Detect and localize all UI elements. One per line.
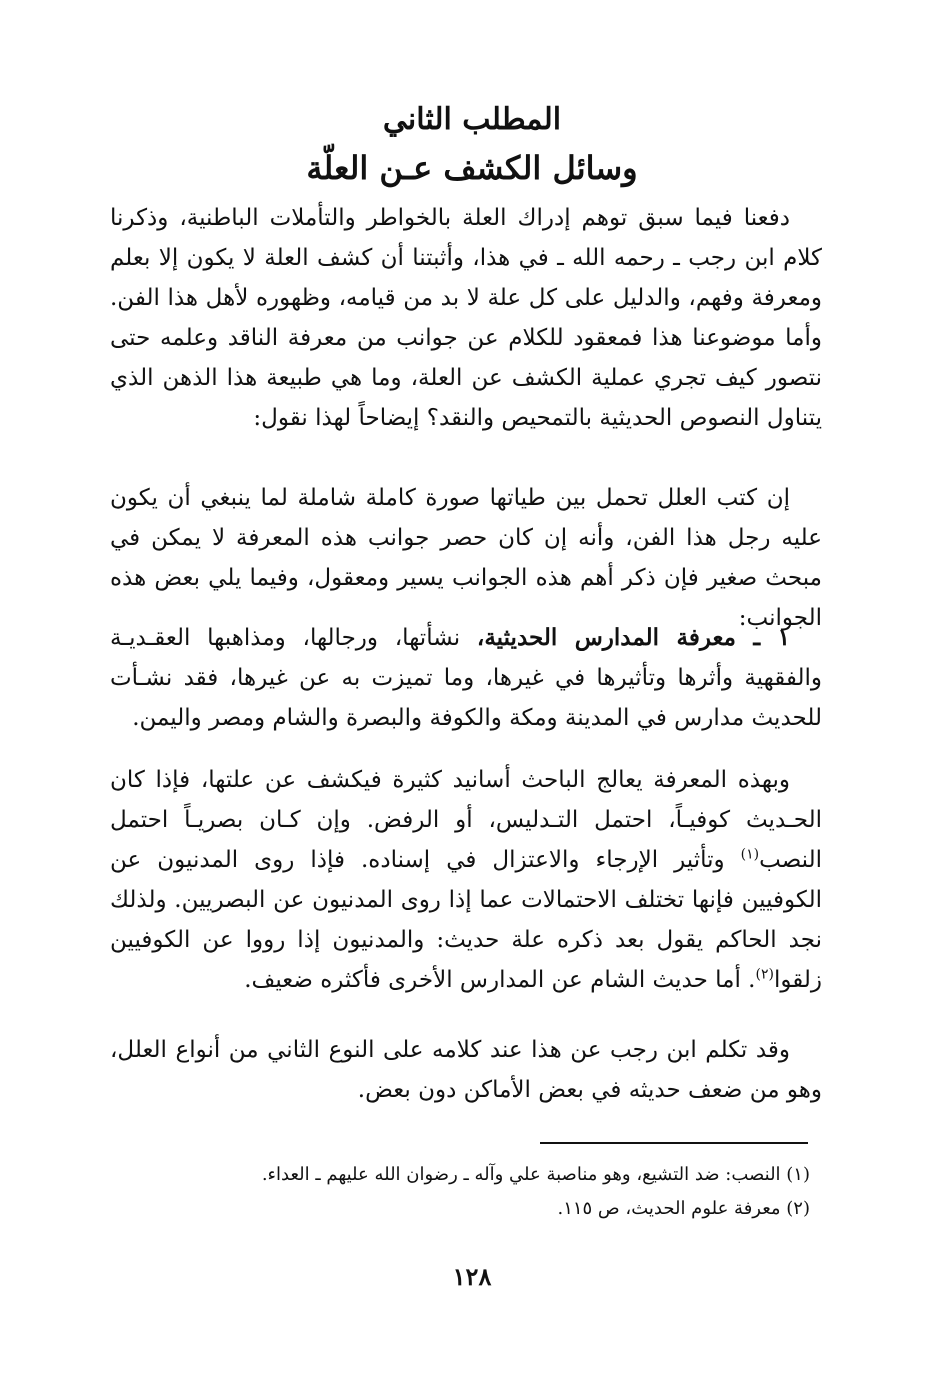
paragraph-text	[110, 618, 822, 738]
footnote-divider	[540, 1142, 808, 1144]
paragraph-text-part-c: . أما حديث الشام عن المدارس الأخرى فأكثره ضعيف.	[244, 967, 756, 993]
paragraph-text	[110, 760, 822, 1000]
paragraph-text: دفعنا فيما سبق توهم إدراك العلة بالخواطر والتأملات الباطنية، وذكرنا كلام ابن رجب ـ رحمه الله ـ في هذا، وأثبتنا أن كشف العلة لا يكون إلا بعلم ومعرفة وفهم، والدليل على كل علة لا بد من قيامه، وظهوره لأهل هذا الفن. وأما موضوعنا هذا فمعقود للكلام عن جوانب من معرفة الناقد وعلمه حتى نتصور كيف تجري عملية الكشف عن العلة، وما هي طبيعة هذا الذهن الذي يتناول النصوص الحديثية بالتمحيص والنقد؟ إيضاحاً لهذا نقول:	[110, 205, 822, 431]
footnote-reference-1[interactable]: (١)	[740, 846, 760, 863]
footnote-2: (٢) معرفة علوم الحديث، ص ١١٥.	[557, 1198, 810, 1219]
paragraph-text-part-a: وبهذه المعرفة يعالج الباحث أسانيد كثيرة فيكشف عن علتها، فإذا كان الحـديث كوفيـاً، احتمل التـدليس، أو الرفض. وإن كـان بصريـاً احتمل النصب	[110, 767, 822, 873]
paragraph-3	[110, 618, 822, 738]
paragraph-text: وقد تكلم ابن رجب عن هذا عند كلامه على النوع الثاني من أنواع العلل، وهو من ضعف حديثه في بعض الأماكن دون بعض.	[110, 1037, 822, 1103]
footnote-1: (١) النصب: ضد التشيع، وهو مناصبة علي وآله ـ رضوان الله عليهم ـ العداء.	[261, 1164, 810, 1185]
paragraph-text: إن كتب العلل تحمل بين طياتها صورة كاملة شاملة لما ينبغي أن يكون عليه رجل هذا الفن، وأنه إن كان حصر جوانب هذه المعرفة لا يمكن في مبحث صغير فإن ذكر أهم هذه الجوانب يسير ومعقول، وفيما يلي بعض هذه الجوانب:	[110, 485, 822, 631]
paragraph-1	[110, 198, 822, 438]
numbered-item-text: نشأتها، ورجالها، ومذاهبها العقـديـة والفقهية وأثرها وتأثيرها في غيرها، وما تميزت به عن غيرها، فقد نشـأت للحديث مدارس في المدينة ومكة والكوفة والبصرة والشام ومصر واليمن.	[110, 625, 822, 731]
paragraph-2	[110, 478, 822, 638]
paragraph-text-part-b: وتأثير الإرجاء والاعتزال في إسناده. فإذا روى المدنيون عن الكوفيين فإنها تختلف الاحتمالات عما إذا روى المدنيون عن البصريين. ولذلك نجد الحاكم يقول بعد ذكره علة حديث: والمدنيون إذا رووا عن الكوفيين زلقوا	[110, 847, 822, 993]
page-title: وسائل الكشف عـن العلّة	[306, 149, 638, 187]
page-number: ١٢٨	[452, 1262, 492, 1291]
numbered-item-lead: ١ ـ معرفة المدارس الحديثية،	[476, 624, 790, 651]
section-heading: المطلب الثاني	[382, 102, 562, 137]
footnotes	[110, 1158, 810, 1226]
footnote-reference-2[interactable]: (٢)	[755, 966, 774, 983]
paragraph-5	[110, 1030, 822, 1110]
paragraph-4	[110, 760, 822, 1000]
